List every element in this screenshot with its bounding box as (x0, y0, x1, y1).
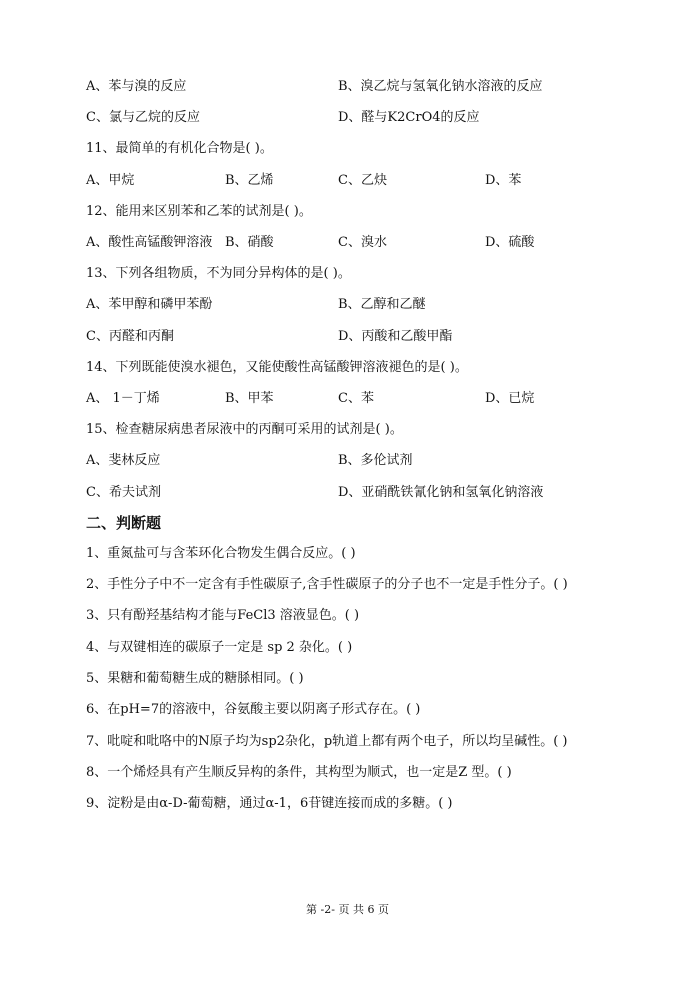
option-text: D、硫酸 (485, 235, 535, 250)
option-text: C、氯与乙烷的反应 (86, 110, 200, 125)
question-15-stem: 15、检查糖尿病患者尿液中的丙酮可采用的试剂是( )。 (86, 422, 403, 437)
judgment-item: 9、淀粉是由α-D-葡萄糖，通过α-1，6苷键连接而成的多糖。( ) (86, 796, 453, 811)
option-text: D、苯 (485, 173, 522, 188)
option-text: D、已烷 (485, 391, 535, 406)
option-text: B、甲苯 (225, 391, 274, 406)
option-text: A、苯甲醇和磷甲苯酚 (86, 297, 213, 312)
option-text: D、丙酸和乙酸甲酯 (338, 329, 453, 344)
option-text: A、甲烷 (86, 173, 135, 188)
question-11-stem: 11、最简单的有机化合物是( )。 (86, 141, 273, 156)
option-text: B、硝酸 (225, 235, 274, 250)
option-text: A、酸性高锰酸钾溶液 (86, 235, 213, 250)
option-text: D、醛与K2CrO4的反应 (338, 110, 480, 125)
option-text: C、溴水 (338, 235, 387, 250)
option-text: B、乙烯 (225, 173, 274, 188)
judgment-item: 2、手性分子中不一定含有手性碳原子,含手性碳原子的分子也不一定是手性分子。( ) (86, 577, 568, 592)
option-text: C、丙醛和丙酮 (86, 329, 174, 344)
judgment-item: 3、只有酚羟基结构才能与FeCl3 溶液显色。( ) (86, 608, 360, 623)
section-heading: 二、判断题 (86, 514, 162, 532)
judgment-item: 8、一个烯烃具有产生顺反异构的条件，其构型为顺式，也一定是Z 型。( ) (86, 765, 512, 780)
option-text: B、乙醇和乙醚 (338, 297, 426, 312)
option-text: A、斐林反应 (86, 453, 161, 468)
option-text: B、溴乙烷与氢氧化钠水溶液的反应 (338, 79, 543, 94)
judgment-item: 5、果糖和葡萄糖生成的糖脎相同。( ) (86, 671, 304, 686)
option-text: C、乙炔 (338, 173, 387, 188)
option-text: A、 1－丁烯 (86, 391, 160, 406)
question-14-stem: 14、下列既能使溴水褪色，又能使酸性高锰酸钾溶液褪色的是( )。 (86, 360, 468, 375)
judgment-item: 4、与双键相连的碳原子一定是 sp 2 杂化。( ) (86, 640, 353, 655)
option-text: B、多伦试剂 (338, 453, 413, 468)
option-text: C、苯 (338, 391, 374, 406)
option-text: C、希夫试剂 (86, 485, 161, 500)
judgment-item: 7、吡啶和吡咯中的N原子均为sp2杂化，p轨道上都有两个电子，所以均呈碱性。( ) (86, 734, 568, 749)
judgment-item: 6、在pH=7的溶液中，谷氨酸主要以阴离子形式存在。( ) (86, 702, 421, 717)
question-13-stem: 13、下列各组物质，不为同分异构体的是( )。 (86, 266, 351, 281)
page-footer: 第 -2- 页 共 6 页 (306, 903, 389, 916)
option-text: D、亚硝酰铁氰化钠和氢氧化钠溶液 (338, 485, 544, 500)
question-12-stem: 12、能用来区别苯和乙苯的试剂是( )。 (86, 204, 312, 219)
judgment-item: 1、重氮盐可与含苯环化合物发生偶合反应。( ) (86, 546, 356, 561)
option-text: A、苯与溴的反应 (86, 79, 187, 94)
